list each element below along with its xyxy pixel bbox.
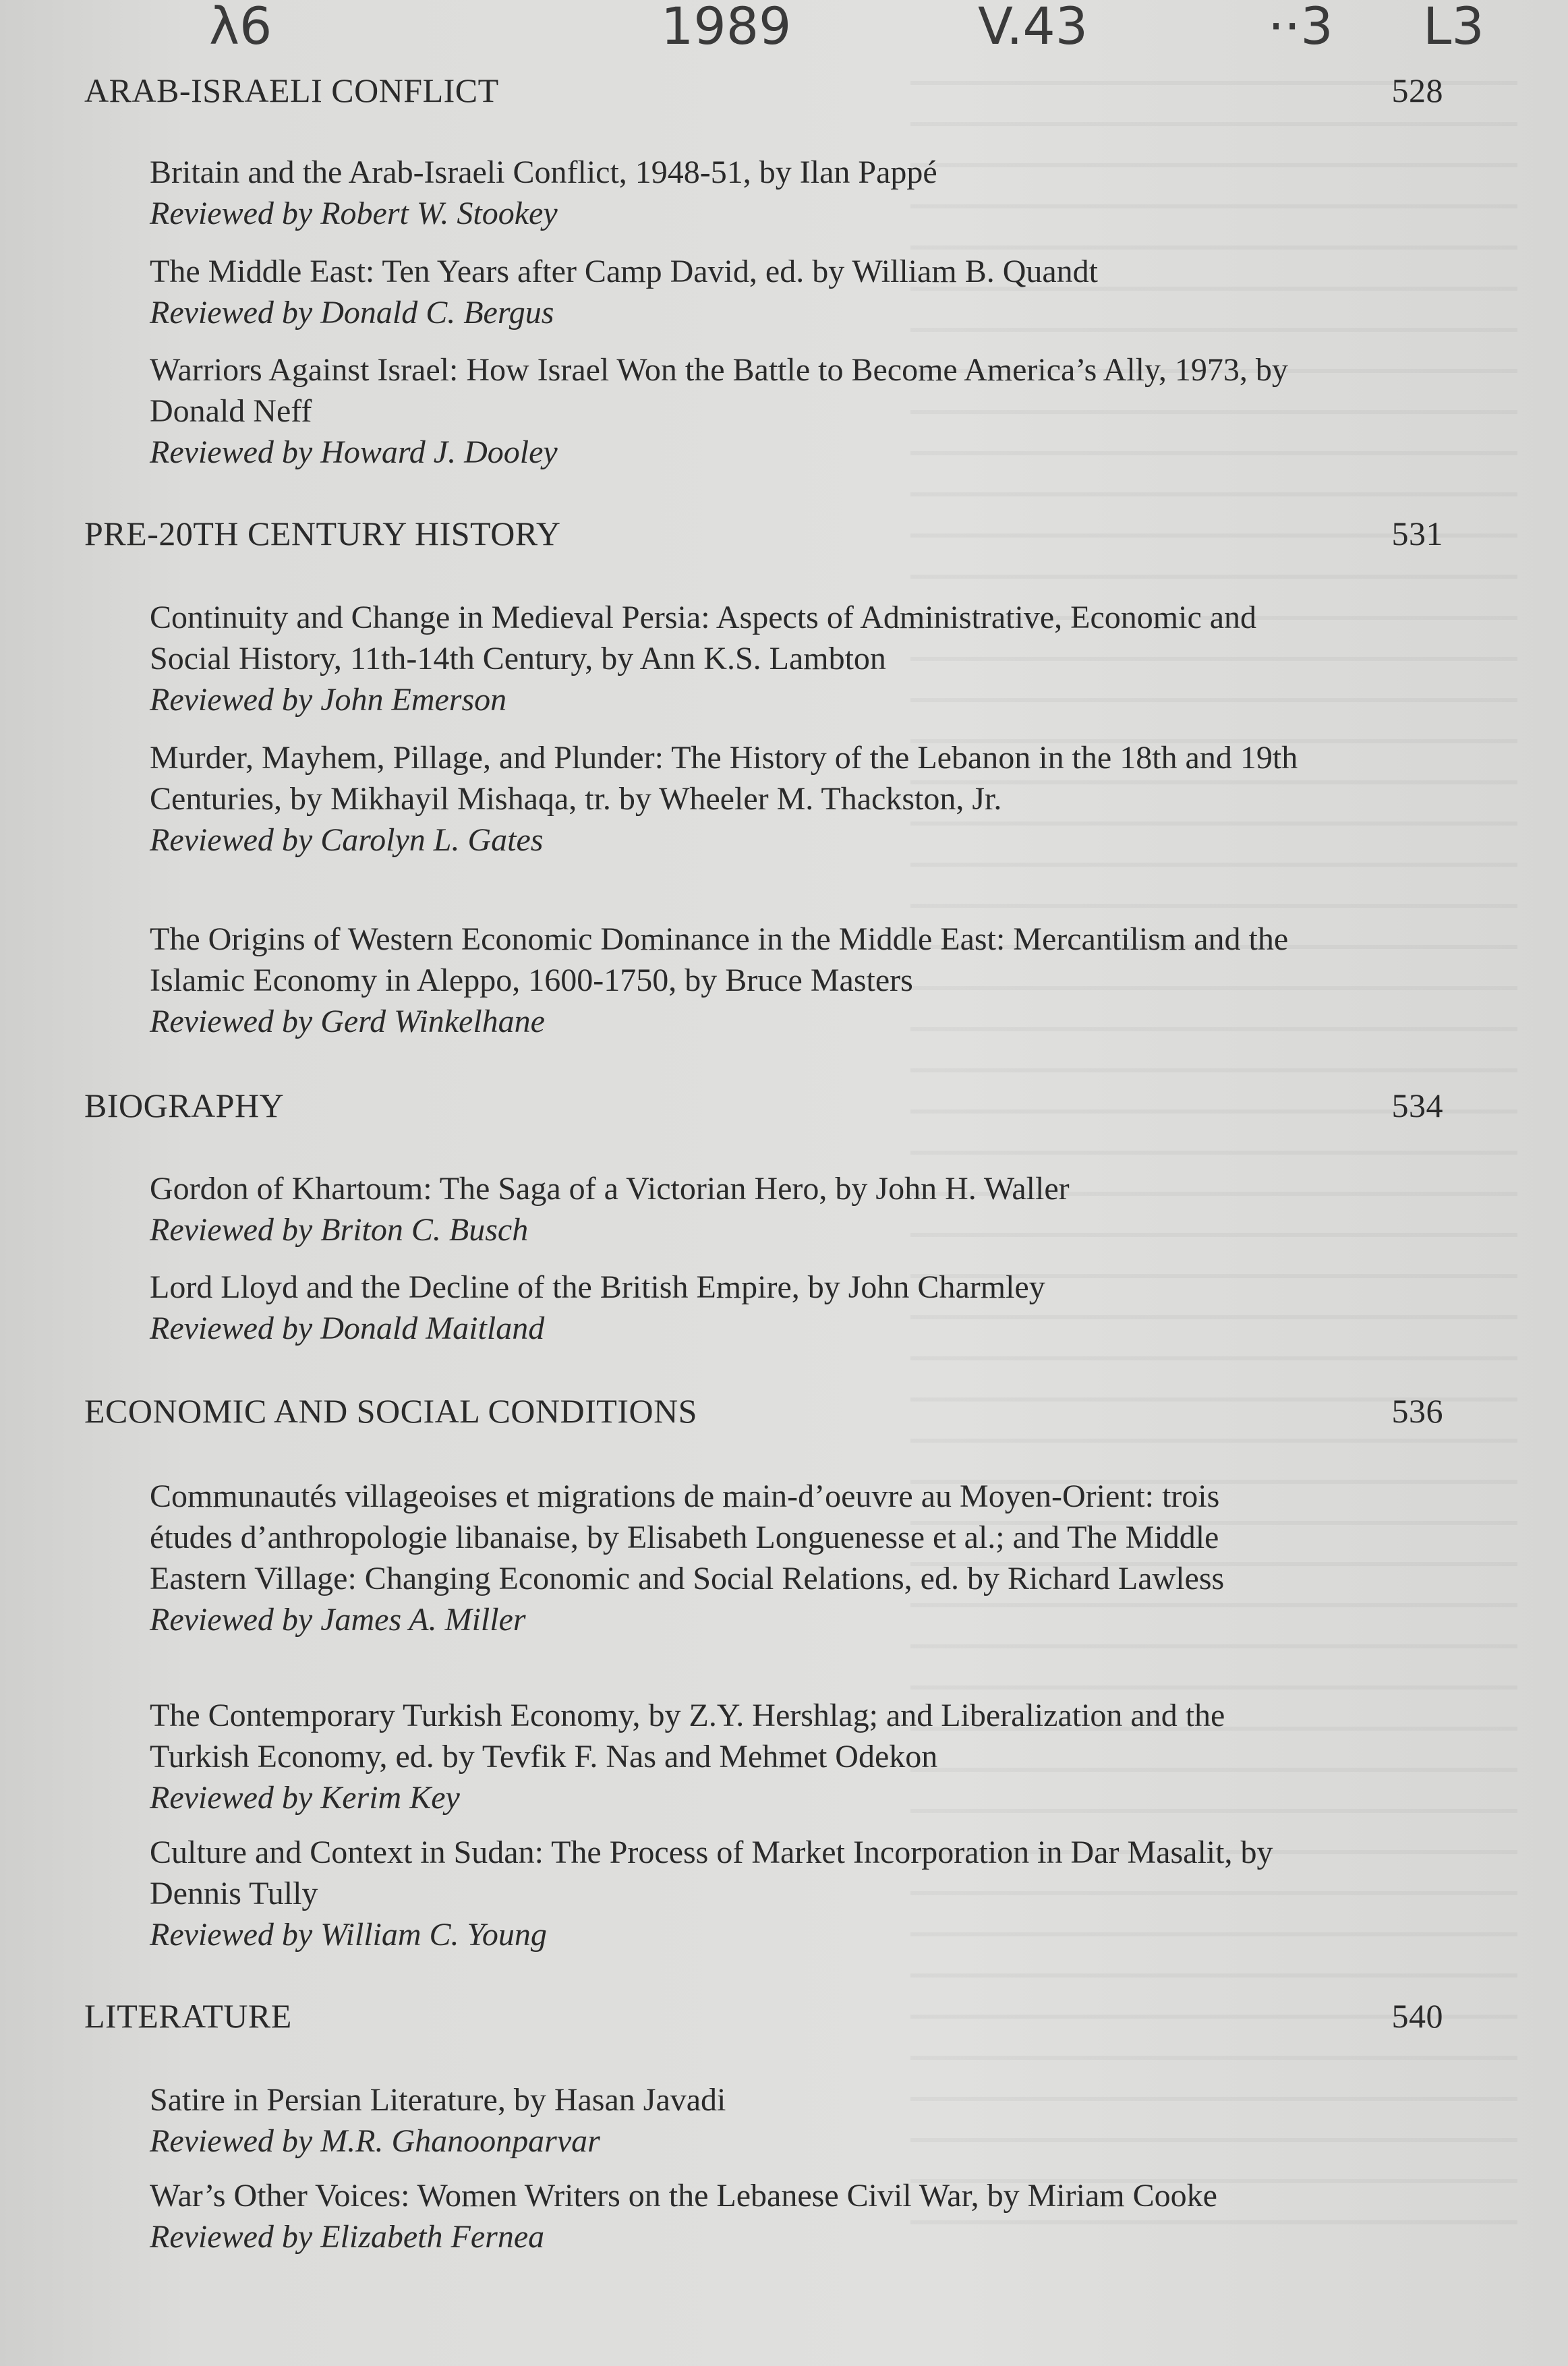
- handwritten-note: L3: [1423, 0, 1484, 56]
- reviewer: Reviewed by Elizabeth Fernea: [150, 2219, 545, 2255]
- book-title: War’s Other Voices: Women Writers on the Lebanese Civil War, by Miriam Cooke: [150, 2178, 1217, 2214]
- section-heading: [84, 71, 1443, 118]
- reviewer: Reviewed by James A. Miller: [150, 1602, 526, 1638]
- book-title: The Contemporary Turkish Economy, by Z.Y. Hershlag; and Liberalization and the Turkish Economy, ed. by Tevfik F. Nas and Mehmet Odekon: [150, 1698, 1225, 1774]
- section-title: BIOGRAPHY: [84, 1087, 285, 1124]
- review-entry: [150, 251, 1310, 333]
- handwritten-notes: [0, 0, 1568, 74]
- review-entry: [150, 152, 1310, 234]
- book-title: Warriors Against Israel: How Israel Won the Battle to Become America’s Ally, 1973, by Donald Neff: [150, 352, 1288, 429]
- section-page-number: 531: [1391, 515, 1443, 552]
- review-entry: [150, 2175, 1310, 2257]
- section-title: PRE-20TH CENTURY HISTORY: [84, 515, 561, 552]
- section-page-number: 536: [1391, 1392, 1443, 1430]
- review-entry: [150, 1695, 1310, 1818]
- section-title: LITERATURE: [84, 1997, 292, 2035]
- book-title: Continuity and Change in Medieval Persia: Aspects of Administrative, Economic and Social History, 11th-14th Century, by Ann K.S. Lambton: [150, 600, 1257, 676]
- handwritten-note: ··3: [1268, 0, 1333, 56]
- reviewer: Reviewed by Gerd Winkelhane: [150, 1004, 545, 1039]
- book-title: Gordon of Khartoum: The Saga of a Victorian Hero, by John H. Waller: [150, 1171, 1070, 1207]
- reviewer: Reviewed by William C. Young: [150, 1917, 547, 1953]
- section-heading: [84, 514, 1443, 561]
- book-title: Satire in Persian Literature, by Hasan Javadi: [150, 2082, 726, 2118]
- review-entry: [150, 1267, 1310, 1349]
- review-entry: [150, 597, 1310, 720]
- reviewer: Reviewed by Robert W. Stookey: [150, 196, 558, 231]
- reviewer: Reviewed by Donald C. Bergus: [150, 295, 554, 330]
- handwritten-note: 1989: [661, 0, 792, 56]
- review-entry: [150, 1168, 1310, 1250]
- book-title: The Origins of Western Economic Dominance in the Middle East: Mercantilism and the Islamic Economy in Aleppo, 1600-1750, by Bruce Masters: [150, 921, 1289, 998]
- review-entry: [150, 2079, 1310, 2162]
- review-entry: [150, 349, 1310, 473]
- reviewer: Reviewed by Kerim Key: [150, 1780, 460, 1816]
- book-title: Culture and Context in Sudan: The Process of Market Incorporation in Dar Masalit, by Dennis Tully: [150, 1835, 1273, 1911]
- reviewer: Reviewed by M.R. Ghanoonparvar: [150, 2123, 600, 2159]
- reviewer: Reviewed by John Emerson: [150, 682, 507, 718]
- reviewer: Reviewed by Donald Maitland: [150, 1310, 545, 1346]
- section-page-number: 534: [1391, 1087, 1443, 1124]
- reviewer: Reviewed by Briton C. Busch: [150, 1212, 529, 1248]
- section-title: ECONOMIC AND SOCIAL CONDITIONS: [84, 1392, 697, 1430]
- section-title: ARAB-ISRAELI CONFLICT: [84, 71, 499, 109]
- section-heading: [84, 1086, 1443, 1133]
- book-title: Britain and the Arab-Israeli Conflict, 1948-51, by Ilan Pappé: [150, 154, 937, 190]
- book-title: Lord Lloyd and the Decline of the British Empire, by John Charmley: [150, 1269, 1045, 1305]
- handwritten-note: V.43: [978, 0, 1088, 56]
- review-entry: [150, 1476, 1310, 1640]
- review-entry: [150, 919, 1310, 1042]
- section-page-number: 528: [1391, 71, 1443, 109]
- handwritten-note: λ6: [209, 0, 272, 56]
- reviewer: Reviewed by Howard J. Dooley: [150, 434, 558, 470]
- review-entry: [150, 1832, 1310, 1955]
- book-title: Communautés villageoises et migrations de main-d’oeuvre au Moyen-Orient: trois études d’anthropologie libanaise, by Elisabeth Longuenesse et al.; and The Middle Eastern Village: Changing Economic and Social Relations, ed. by Richard Lawless: [150, 1478, 1225, 1596]
- section-heading: [84, 1391, 1443, 1439]
- reviewer: Reviewed by Carolyn L. Gates: [150, 822, 544, 858]
- book-title: The Middle East: Ten Years after Camp David, ed. by William B. Quandt: [150, 254, 1099, 289]
- section-heading: [84, 1996, 1443, 2044]
- section-page-number: 540: [1391, 1997, 1443, 2035]
- book-title: Murder, Mayhem, Pillage, and Plunder: The History of the Lebanon in the 18th and 19th Centuries, by Mikhayil Mishaqa, tr. by Wheeler M. Thackston, Jr.: [150, 740, 1298, 817]
- review-entry: [150, 737, 1310, 861]
